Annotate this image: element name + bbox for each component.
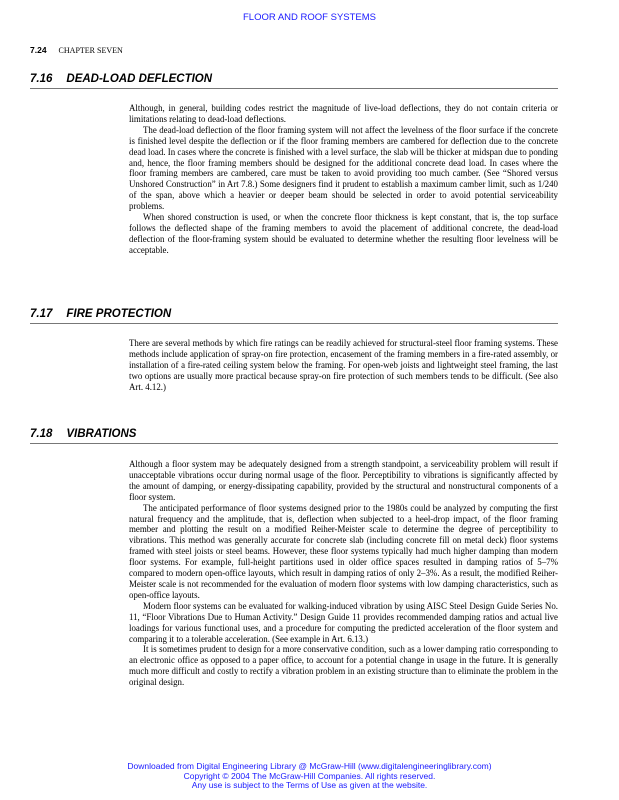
section-heading-7-18 (30, 427, 558, 444)
section-number: 7.18 (30, 428, 53, 440)
section-number: 7.17 (30, 308, 53, 320)
section-heading-7-17 (30, 307, 558, 324)
section-title: VIBRATIONS (66, 428, 137, 440)
paragraph: When shored construction is used, or when the concrete floor thickness is kept constant, that is, the top surface follows the deflected shape of the framing members to avoid the placement of additional concrete, the dead-load deflection of the floor-framing system should be evaluated to determine whether the resulting floor levelness will be acceptable. (129, 212, 558, 255)
paragraph: There are several methods by which fire ratings can be readily achieved for structural-steel floor framing systems. These methods include application of spray-on fire protection, encasement of the framing members in a fire-rated assembly, or installation of a fire-rated ceiling system below the framing. For open-web joists and lightweight steel framing, the last two options are usually more practical because spray-on fire protection of such members tends to be difficult. (See also Art. 4.12.) (129, 338, 558, 392)
paragraph: The anticipated performance of floor systems designed prior to the 1980s could be analyzed by computing the first natural frequency and the amplitude, that is, deflection when subjected to a heel-drop impact, of the floor framing member and plotting the result on a modified Reiher-Meister scale to determine the degree of perceptibility to vibrations. This method was generally accurate for concrete slab (including concrete fill on metal deck) floor systems framed with steel joists or steel beams. However, these floor systems typically had much higher damping than modern floor systems. For example, full-height partitions used in older office spaces resulted in damping ratios of 5–7% compared to modern open-office layouts, which result in damping ratios of only 2–3%. As a result, the modified Reiher-Meister scale is not recommended for the evaluation of modern floor systems with low damping characteristics, such as open-office layouts. (129, 502, 558, 600)
section-body-7-18 (129, 459, 558, 688)
running-head (30, 45, 123, 55)
footer (0, 762, 619, 791)
paragraph: Although a floor system may be adequately designed from a strength standpoint, a serviceability problem will result if unacceptable vibrations occur during normal usage of the floor. Perceptibility to vibrations is significantly affected by the amount of damping, or energy-dissipating capability, provided by the structural and nonstructural components of a floor system. (129, 459, 558, 502)
paragraph: Although, in general, building codes restrict the magnitude of live-load deflections, they do not contain criteria or limitations relating to dead-load deflections. (129, 103, 558, 124)
section-title: FIRE PROTECTION (66, 308, 172, 320)
paragraph: It is sometimes prudent to design for a more conservative condition, such as a lower damping ratio corresponding to an electronic office as opposed to a paper office, to account for a potential change in usage in the future. It is generally much more difficult and costly to rectify a vibration problem in an existing structure than to eliminate the problem in the original design. (129, 644, 558, 688)
section-body-7-16 (129, 103, 558, 256)
chapter-label: CHAPTER SEVEN (58, 46, 123, 55)
section-number: 7.16 (30, 73, 53, 85)
footer-terms-link[interactable]: Any use is subject to the Terms of Use as given at the website. (191, 780, 428, 790)
paragraph: Modern floor systems can be evaluated for walking-induced vibration by using AISC Steel Design Guide Series No. 11, “Floor Vibrations Due to Human Activity.” Design Guide 11 provides recommended damping ratios and actual live loadings for various functional uses, and a procedure for computing the predicted acceleration of the floor system and comparing it to a tolerable acceleration. (See example in Art. 6.13.) (129, 600, 558, 644)
page-number: 7.24 (30, 45, 47, 55)
top-banner-link[interactable]: FLOOR AND ROOF SYSTEMS (242, 12, 377, 23)
footer-copyright: Copyright © 2004 The McGraw-Hill Companies. All rights reserved. (183, 770, 436, 781)
section-title: DEAD-LOAD DEFLECTION (66, 73, 213, 85)
section-body-7-17 (129, 338, 558, 393)
paragraph: The dead-load deflection of the floor framing system will not affect the levelness of the floor surface if the concrete is finished level despite the deflection or if the floor framing members are cambered for deflection due to the concrete dead load. In cases where the concrete is finished with a level surface, the slab will be thicker at midspan due to ponding and, hence, the floor framing members should be designed for the additional concrete dead load. In cases where the floor framing members are cambered, care must be taken to avoid providing too much camber. (See “Shored versus Unshored Construction” in Art 7.8.) Some designers find it prudent to establish a maximum camber limit, such as 1/240 of the span, above which a heavier or deeper beam should be selected in order to avoid potential serviceability problems. (129, 124, 558, 212)
section-heading-7-16 (30, 72, 558, 89)
footer-download-link[interactable]: Downloaded from Digital Engineering Library @ McGraw-Hill (www.digitalengineeringlibrary.com) (127, 761, 492, 771)
